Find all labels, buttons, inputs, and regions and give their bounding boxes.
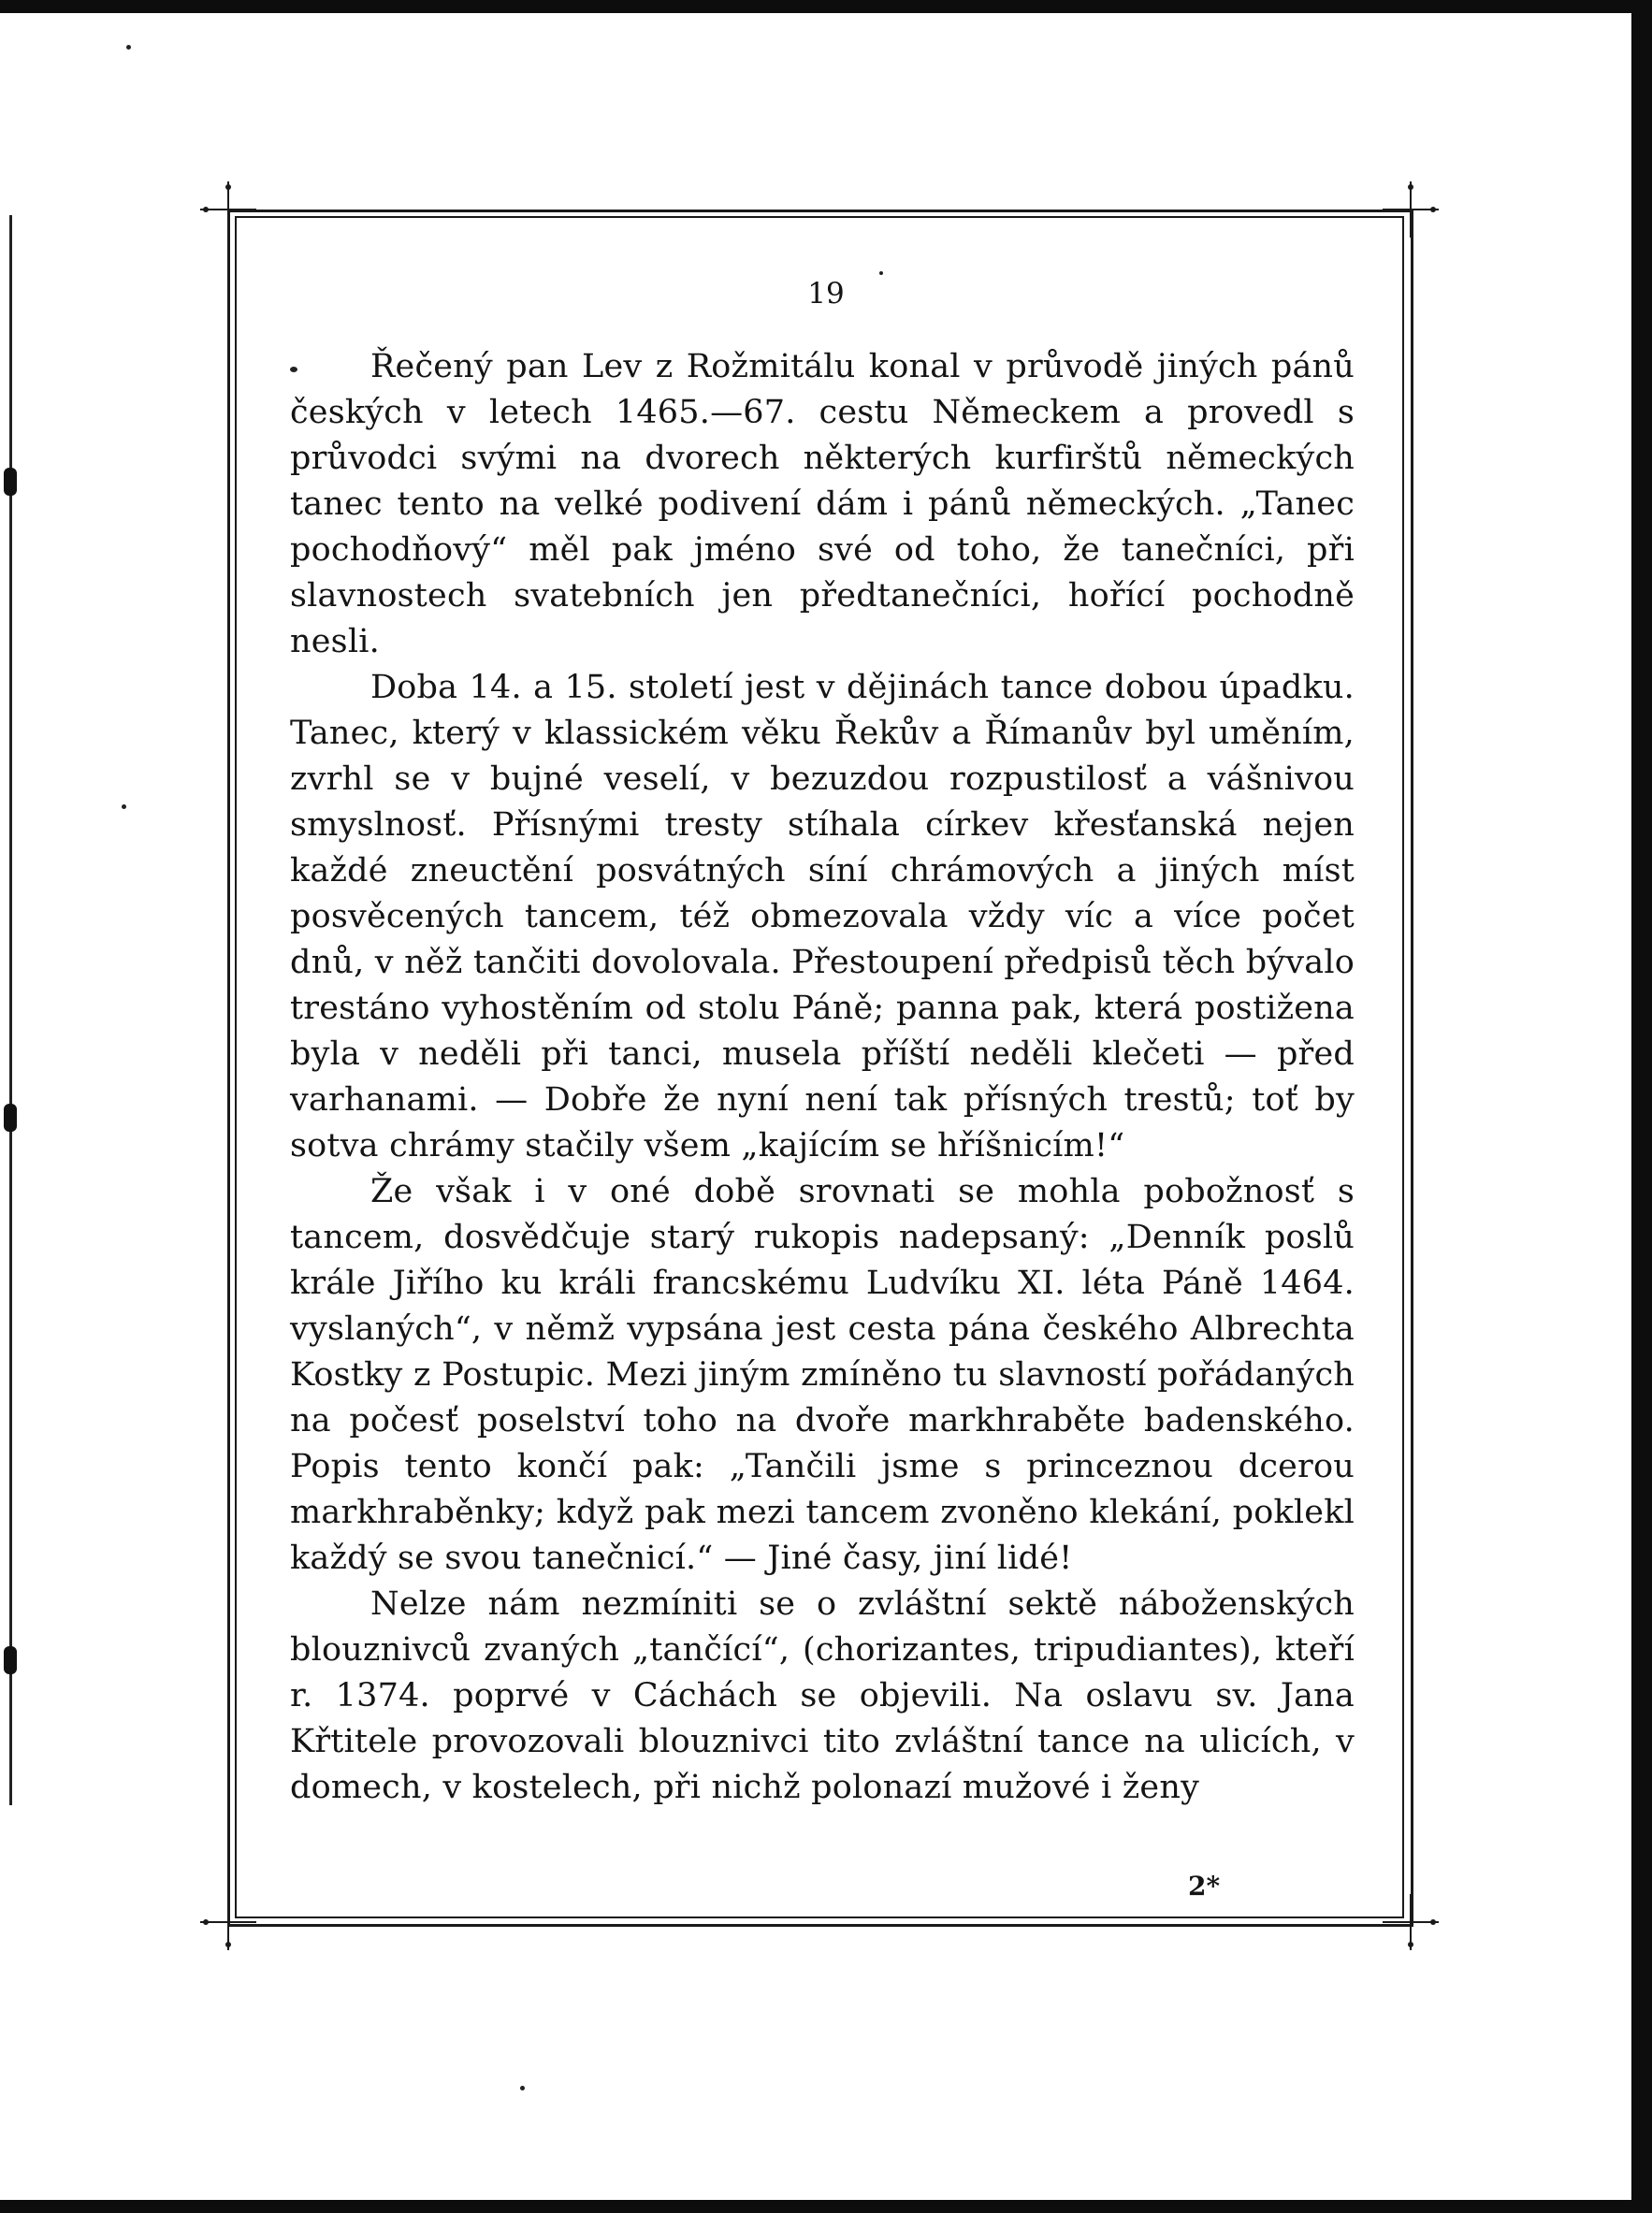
scan-speck <box>879 271 883 275</box>
scan-edge-top <box>0 0 1652 13</box>
page-number: 19 <box>807 277 845 311</box>
paragraph: Nelze nám nezmíniti se o zvláštní sektě náboženských blouznivců zvaných „tančící“, (chorizantes, tripudiantes), kteří r. 1374. poprvé v Cáchách se objevili. Na oslavu sv. Jana Křtitele provozovali blouznivci tito zvláštní tance na ulicích, v domech, v kostelech, při nichž polonazí mužové i ženy <box>290 1585 1355 1806</box>
scan-edge-right <box>1631 0 1652 2213</box>
scan-edge-bottom <box>0 2200 1652 2213</box>
scan-speck <box>126 45 131 50</box>
corner-ornament-bottom-left <box>200 1894 256 1950</box>
paragraph: Doba 14. a 15. století jest v dějinách tance dobou úpadku. Tanec, který v klassickém věku Řekův a Římanův byl uměním, zvrhl se v bujné veselí, v bezuzdou rozpustilosť a vášnivou smyslnosť. Přísnými tresty stíhala církev křesťanská nejen každé zneuctění posvátných síní chrámových a jiných míst posvěcených tancem, též obmezovala vždy víc a více počet dnů, v něž tančiti dovolovala. Přestoupení předpisů těch bývalo trestáno vyhostěním od stolu Páně; panna pak, která postižena byla v neděli při tanci, musela příští neděli klečeti — před varhanami. — Dobře že nyní není tak přísných trestů; toť by sotva chrámy stačily všem „kajícím se hříšnicím!“ <box>290 669 1355 1164</box>
body-text <box>290 344 1355 1811</box>
paragraph: Řečený pan Lev z Rožmitálu konal v průvodě jiných pánů českých v letech 1465.—67. cestu Německem a provedl s průvodci svými na dvorech některých kurfirštů německých tanec tento na velké podivení dám i pánů německých. „Tanec pochodňový“ měl pak jméno své od toho, že tanečníci, při slavnostech svatebních jen předtanečníci, hořící pochodně nesli. <box>290 348 1355 660</box>
margin-mark <box>4 1104 17 1132</box>
corner-ornament-bottom-right <box>1383 1894 1439 1950</box>
margin-mark <box>4 468 17 496</box>
paragraph: Že však i v oné době srovnati se mohla pobožnosť s tancem, dosvědčuje starý rukopis nadepsaný: „Denník poslů krále Jiřího ku králi francskému Ludvíku XI. léta Páně 1464. vyslaných“, v němž vypsána jest cesta pána českého Albrechta Kostky z Postupic. Mezi jiným zmíněno tu slavností pořádaných na počesť poselství toho na dvoře markhraběte badenského. Popis tento končí pak: „Tančili jsme s princeznou dcerou markhraběnky; když pak mezi tancem zvoněno klekání, poklekl každý se svou tanečnicí.“ — Jiné časy, jiní lidé! <box>290 1173 1355 1577</box>
corner-ornament-top-left <box>200 181 256 238</box>
corner-ornament-top-right <box>1383 181 1439 238</box>
signature-mark: 2* <box>1188 1871 1221 1902</box>
left-margin-rule <box>9 215 12 1805</box>
scan-speck <box>520 2086 525 2090</box>
scan-speck <box>122 804 126 809</box>
scan-speck <box>290 367 297 372</box>
margin-mark <box>4 1646 17 1674</box>
